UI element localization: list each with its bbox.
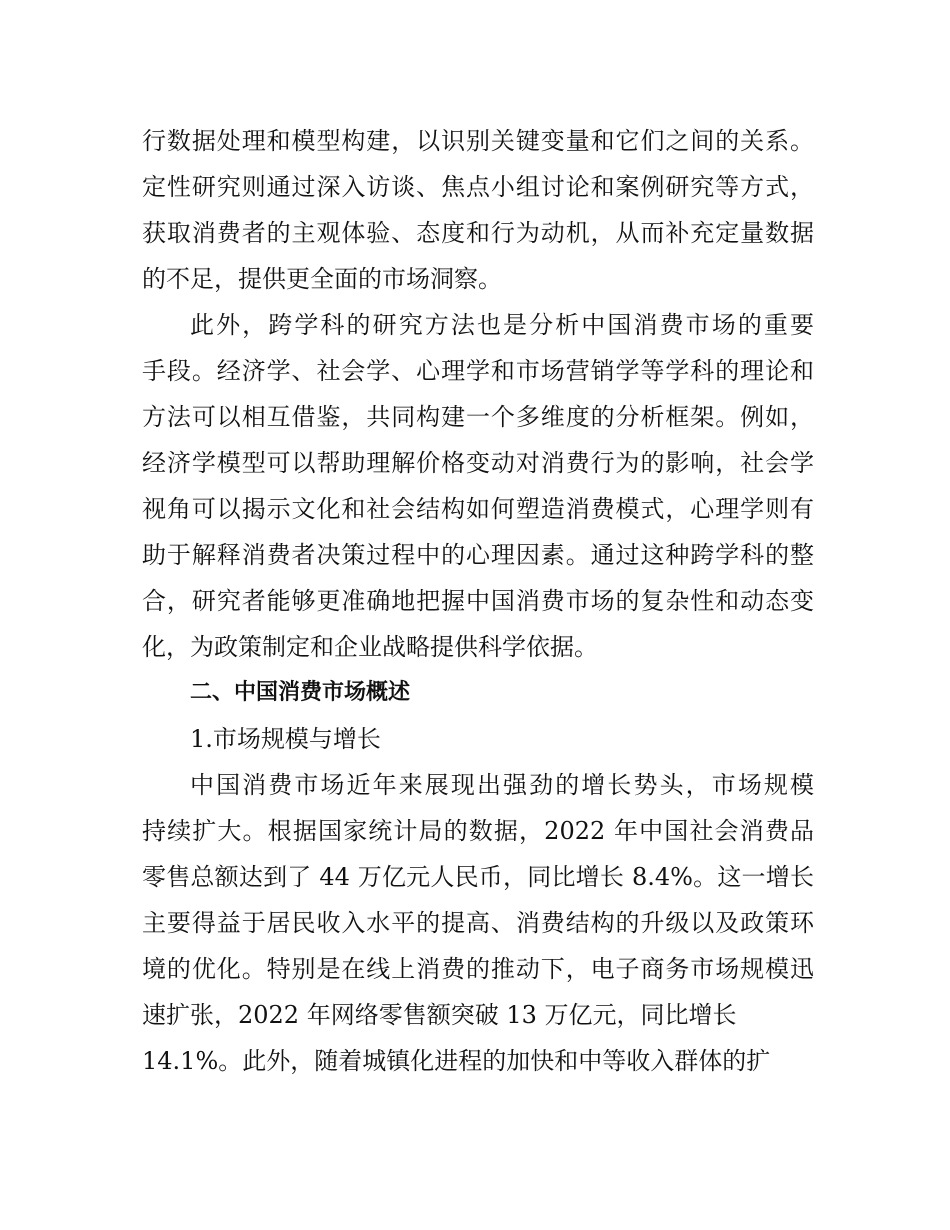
- text-line: 获取消费者的主观体验、态度和行为动机，从而补充定量数据: [142, 219, 814, 247]
- document-body: [142, 118, 814, 1084]
- text-line: 助于解释消费者决策过程中的心理因素。通过这种跨学科的整: [142, 541, 814, 569]
- text-line: 中国消费市场近年来展现出强劲的增长势头，市场规模: [190, 771, 814, 799]
- subsection-heading: 1.市场规模与增长: [190, 725, 381, 753]
- text-line: 14.1%。此外，随着城镇化进程的加快和中等收入群体的扩: [142, 1047, 771, 1075]
- text-line: 视角可以揭示文化和社会结构如何塑造消费模式，心理学则有: [142, 495, 814, 523]
- text-line: 经济学模型可以帮助理解价格变动对消费行为的影响，社会学: [142, 449, 814, 477]
- text-line: 主要得益于居民收入水平的提高、消费结构的升级以及政策环: [142, 909, 814, 937]
- text-line: 速扩张，2022 年网络零售额突破 13 万亿元，同比增长: [142, 1001, 737, 1029]
- text-line: 零售总额达到了 44 万亿元人民币，同比增长 8.4%。这一增长: [142, 863, 814, 891]
- section-heading: 二、中国消费市场概述: [190, 680, 411, 705]
- text-line: 合，研究者能够更准确地把握中国消费市场的复杂性和动态变: [142, 587, 814, 615]
- text-line: 的不足，提供更全面的市场洞察。: [142, 265, 502, 293]
- text-line: 手段。经济学、社会学、心理学和市场营销学等学科的理论和: [142, 357, 814, 385]
- text-line: 持续扩大。根据国家统计局的数据，2022 年中国社会消费品: [142, 817, 814, 845]
- paragraph-market-size: [142, 762, 814, 1084]
- paragraph-interdisciplinary: [142, 302, 814, 670]
- text-line: 化，为政策制定和企业战略提供科学依据。: [142, 633, 598, 661]
- text-line: 行数据处理和模型构建，以识别关键变量和它们之间的关系。: [142, 127, 814, 155]
- text-line: 定性研究则通过深入访谈、焦点小组讨论和案例研究等方式，: [142, 173, 814, 201]
- text-line: 此外，跨学科的研究方法也是分析中国消费市场的重要: [190, 311, 814, 339]
- text-line: 方法可以相互借鉴，共同构建一个多维度的分析框架。例如，: [142, 403, 814, 431]
- paragraph-data-methods: [142, 118, 814, 302]
- text-line: 境的优化。特别是在线上消费的推动下，电子商务市场规模迅: [142, 955, 814, 983]
